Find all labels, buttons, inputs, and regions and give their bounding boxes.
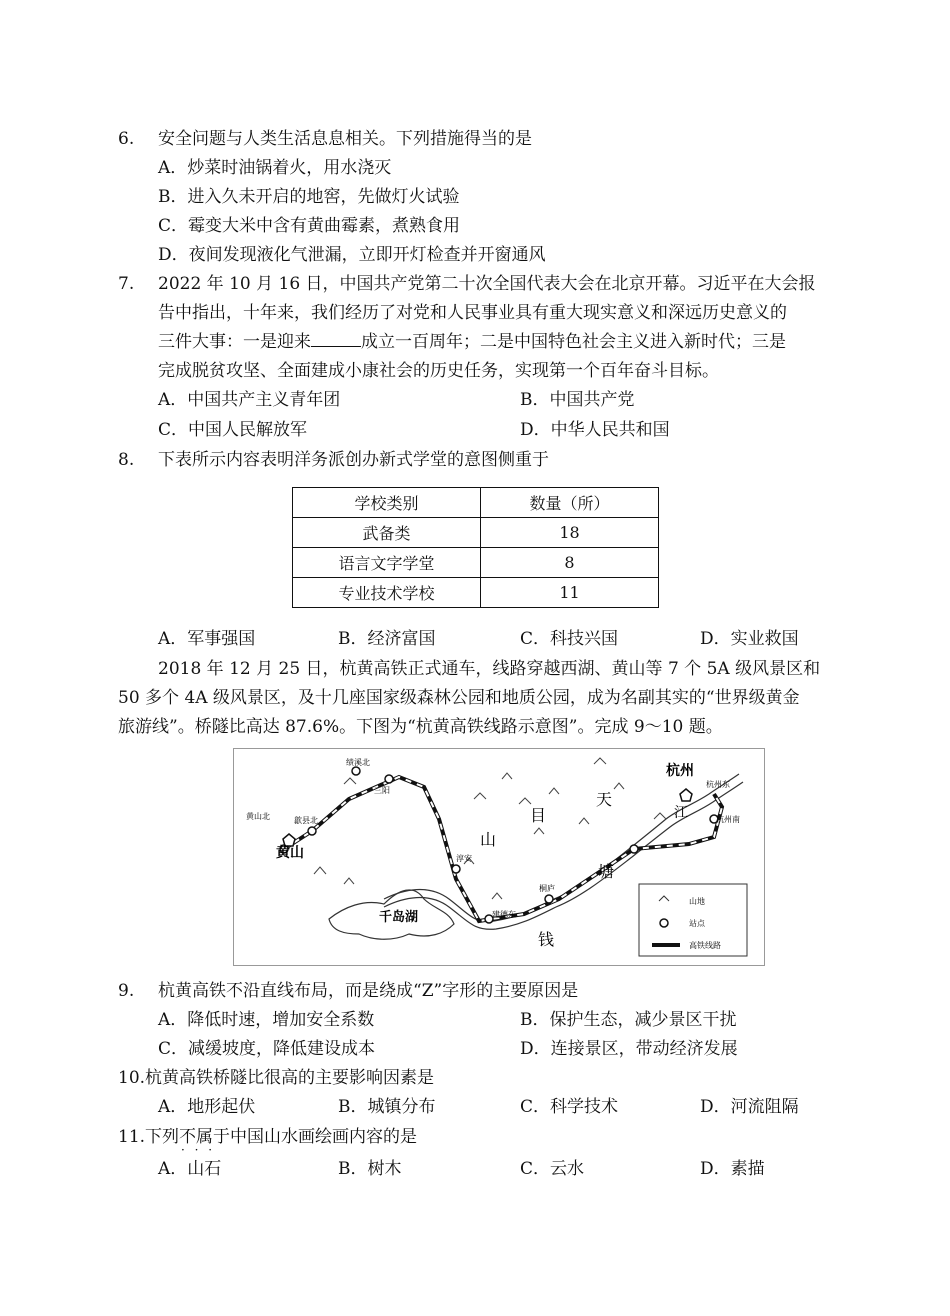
region-char: 山 xyxy=(480,830,497,849)
q10-option-d: D．河流阻隔 xyxy=(700,1097,799,1117)
q7-stem-line4: 完成脱贫攻坚、全面建成小康社会的历史任务，实现第一个百年奋斗目标。 xyxy=(158,361,719,381)
q9-number: 9. xyxy=(118,981,135,1001)
station-marker xyxy=(352,767,360,775)
region-char: 天 xyxy=(596,790,613,809)
q6-option-b: B．进入久未开启的地窖，先做灯火试验 xyxy=(158,187,460,207)
q9-option-a: A．降低时速，增加安全系数 xyxy=(158,1010,375,1030)
q10-number: 10. xyxy=(118,1068,146,1088)
station-label: 杭州东 xyxy=(706,780,730,789)
station-label: 歙县北 xyxy=(294,816,318,825)
table-row xyxy=(293,578,659,608)
table-header: 数量（所） xyxy=(481,488,659,518)
school-table xyxy=(292,487,659,608)
q7-number: 7. xyxy=(118,274,135,294)
passage-line3: 旅游线”。桥隧比高达 87.6%。下图为“杭黄高铁线路示意图”。完成 9～10 题。 xyxy=(118,717,723,737)
q11-stem xyxy=(118,1125,417,1149)
legend-label: 高铁线路 xyxy=(689,941,721,950)
q6-option-d: D．夜间发现液化气泄漏，立即开灯检查并开窗通风 xyxy=(158,245,546,265)
q11-option-c: C．云水 xyxy=(520,1159,585,1179)
table-cell: 武备类 xyxy=(293,518,481,548)
place-label: 杭州 xyxy=(666,763,694,779)
q8-stem-text: 下表所示内容表明洋务派创办新式学堂的意图侧重于 xyxy=(158,450,549,470)
station-label: 建德东 xyxy=(492,910,516,919)
q9-stem xyxy=(118,979,578,1003)
q9-option-b: B．保护生态，减少景区干扰 xyxy=(520,1010,737,1030)
legend-label: 站点 xyxy=(689,919,705,928)
region-char: 目 xyxy=(530,806,547,825)
station-label: 杭州南 xyxy=(716,815,740,824)
q11-option-a: A．山石 xyxy=(158,1159,222,1179)
q6-stem-text: 安全问题与人类生活息息相关。下列措施得当的是 xyxy=(158,129,532,149)
station-label: 桐庐 xyxy=(539,884,555,893)
region-char: 塘 xyxy=(598,862,615,881)
q8-option-a: A．军事强国 xyxy=(158,629,256,649)
station-marker xyxy=(308,827,316,835)
q7-stem-line1 xyxy=(118,272,816,296)
place-label: 黄山 xyxy=(276,845,304,861)
hangzhou-marker xyxy=(680,789,692,801)
q7-stem-line3 xyxy=(158,330,786,354)
q7-option-a: A．中国共产主义青年团 xyxy=(158,390,341,410)
q8-stem xyxy=(118,448,549,472)
legend-label: 山地 xyxy=(689,897,705,906)
q7-stem-line2: 告中指出，十年来，我们经历了对党和人民事业具有重大现实意义和深远历史意义的 xyxy=(158,303,787,323)
q10-option-a: A．地形起伏 xyxy=(158,1097,256,1117)
table-cell: 专业技术学校 xyxy=(293,578,481,608)
station-marker xyxy=(385,775,393,783)
place-label: 千岛湖 xyxy=(379,910,419,925)
region-char: 江 xyxy=(674,805,688,821)
legend-station-icon xyxy=(660,919,668,927)
station-label: 淳安 xyxy=(456,854,472,863)
station-marker xyxy=(630,845,638,853)
table-row xyxy=(293,548,659,578)
q7-answer-blank xyxy=(311,330,361,347)
region-char: 钱 xyxy=(538,930,555,949)
q11-option-d: D．素描 xyxy=(700,1159,765,1179)
q8-number: 8. xyxy=(118,450,135,470)
q11-option-b: B．树木 xyxy=(338,1159,402,1179)
q7-option-d: D．中华人民共和国 xyxy=(520,420,670,440)
table-cell: 11 xyxy=(481,578,659,608)
station-label: 黄山北 xyxy=(246,812,270,821)
q7-line1-text: 2022 年 10 月 16 日，中国共产党第二十次全国代表大会在北京开幕。习近平在大会报 xyxy=(158,274,816,294)
station-label: 三阳 xyxy=(374,786,390,795)
q6-stem xyxy=(118,127,532,151)
q9-option-d: D．连接景区，带动经济发展 xyxy=(520,1039,738,1059)
q10-stem-text: 杭黄高铁桥隧比很高的主要影响因素是 xyxy=(145,1068,435,1088)
passage-line1: 2018 年 12 月 25 日，杭黄高铁正式通车，线路穿越西湖、黄山等 7 个 5A 级风景区和 xyxy=(158,659,821,679)
q8-option-c: C．科技兴国 xyxy=(520,629,619,649)
q10-stem xyxy=(118,1066,434,1090)
q7-option-b: B．中国共产党 xyxy=(520,390,635,410)
q9-stem-text: 杭黄高铁不沿直线布局，而是绕成“Z”字形的主要原因是 xyxy=(158,981,579,1001)
q11-emphasis: 不属于 · · · xyxy=(179,1127,230,1147)
q11-number: 11. xyxy=(118,1127,146,1147)
q6-number: 6. xyxy=(118,129,135,149)
station-label: 绩溪北 xyxy=(346,758,370,767)
q6-option-c: C．霉变大米中含有黄曲霉素，煮熟食用 xyxy=(158,216,461,236)
q7-line3-end: 成立一百周年；二是中国特色社会主义进入新时代；三是 xyxy=(361,332,786,352)
q10-option-c: C．科学技术 xyxy=(520,1097,619,1117)
q11-stem-end: 中国山水画绘画内容的是 xyxy=(230,1127,418,1147)
q8-option-b: B．经济富国 xyxy=(338,629,436,649)
railway-map-svg xyxy=(234,749,764,965)
q11-stem-start: 下列 xyxy=(145,1127,180,1147)
table-cell: 18 xyxy=(481,518,659,548)
table-header-row xyxy=(293,488,659,518)
q7-line3-start: 三件大事：一是迎来 xyxy=(158,332,311,352)
table-cell: 8 xyxy=(481,548,659,578)
table-header: 学校类别 xyxy=(293,488,481,518)
table-cell: 语言文字学堂 xyxy=(293,548,481,578)
q9-option-c: C．减缓坡度，降低建设成本 xyxy=(158,1039,376,1059)
table-row xyxy=(293,518,659,548)
q10-option-b: B．城镇分布 xyxy=(338,1097,436,1117)
q6-option-a: A．炒菜时油锅着火，用水浇灭 xyxy=(158,158,392,178)
station-marker xyxy=(545,895,553,903)
q8-option-d: D．实业救国 xyxy=(700,629,799,649)
q7-option-c: C．中国人民解放军 xyxy=(158,420,308,440)
passage-line2: 50 多个 4A 级风景区，及十几座国家级森林公园和地质公园，成为名副其实的“世界级黄金 xyxy=(118,688,800,708)
railway-map xyxy=(233,748,765,966)
station-marker xyxy=(452,865,460,873)
legend-railway-icon xyxy=(652,943,680,947)
